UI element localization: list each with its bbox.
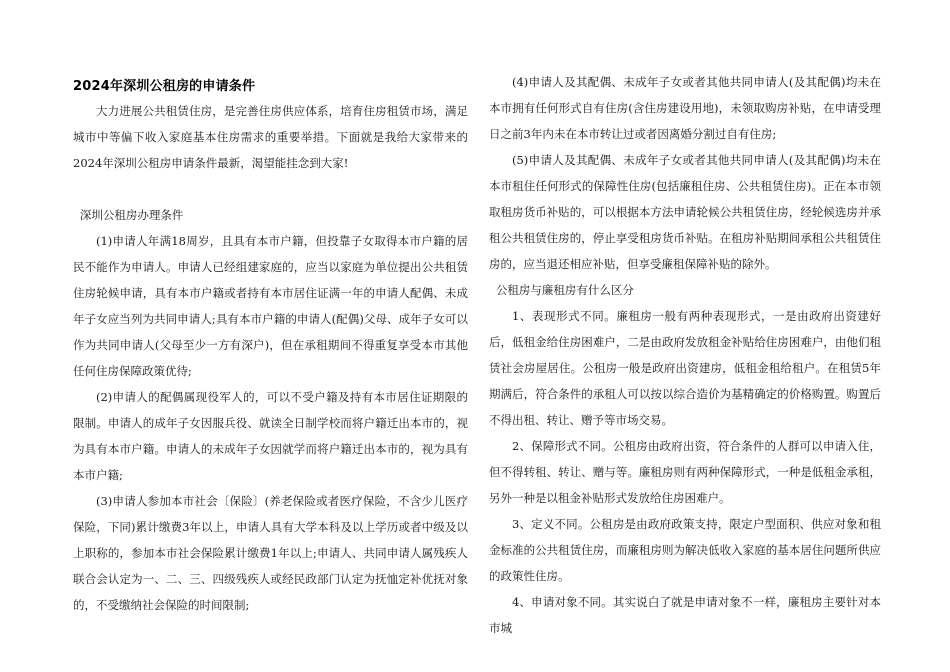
condition-5: (5)申请人及其配偶、未成年子女或者其他共同申请人(及其配偶)均未在本市租住任何形式的保障性住房(包括廉租住房、公共租赁住房)。正在本市领取租房货币补贴的，可以根据本方法申请轮候公共租赁住房，经轮候选房并承租公共租赁住房的，停止享受租房货币补贴。在租房补贴期间承租公共租赁住房的，应当退还相应补贴，但享受廉租保障补贴的除外。 [489, 153, 881, 271]
condition-2: (2)申请人的配偶属现役军人的，可以不受户籍及持有本市居住证期限的限制。申请人的成年子女因服兵役、就读全日制学校而将户籍迁出本市的，视为具有本市户籍。申请人的未成年子女因就学而将户籍迁出本市的，视为具有本市户籍; [73, 390, 468, 482]
difference-4: 4、申请对象不同。其实说白了就是申请对象不一样，廉租房主要针对本市城 [489, 595, 881, 635]
page-title: 2024年深圳公租房的申请条件 [73, 79, 256, 94]
intro-paragraph: 大力进展公共租赁住房，是完善住房供应体系，培育住房租赁市场，满足城市中等偏下收入家庭基本住房需求的重要举措。下面就是我给大家带来的2024年深圳公租房申请条件最新，渴望能挂念到大家! [73, 104, 468, 170]
condition-3: (3)申请人参加本市社会〔保险〕(养老保险或者医疗保险，不含少儿医疗保险，下同)累计缴费3年以上，申请人具有大学本科及以上学历或者中级及以上职称的，参加本市社会保险累计缴费1年以上;申请人、共同申请人属残疾人联合会认定为一、二、三、四级残疾人或经民政部门认定为抚恤定补优抚对象的，不受缴纳社会保险的时间限制; [73, 494, 468, 612]
section-heading-conditions: 深圳公租房办理条件 [79, 208, 184, 222]
difference-2: 2、保障形式不同。公租房由政府出资，符合条件的人群可以申请入住，但不得转租、转让、赠与等。廉租房则有两种保障形式，一种是低租金承租，另外一种是以租金补贴形式发放给住房困难户。 [489, 439, 881, 505]
condition-1: (1)申请人年满18周岁，且具有本市户籍，但投靠子女取得本市户籍的居民不能作为申请人。申请人已经组建家庭的，应当以家庭为单位提出公共租赁住房轮候申请，具有本市户籍或者持有本市居住证满一年的申请人配偶、未成年子女应当列为共同申请人;具有本市户籍的申请人(配偶)父母、成年子女可以作为共同申请人(父母至少一方有深户)，但在承租期间不得重复享受本市其他任何住房保障政策优待; [73, 234, 468, 378]
paragraph-gap [73, 176, 468, 202]
section-heading-differences: 公租房与廉租房有什么区分 [495, 283, 634, 297]
difference-1: 1、表现形式不同。廉租房一般有两种表现形式，一是由政府出资建好后，低租金给住房困难户，二是由政府发放租金补贴给住房困难户，由他们租赁社会房屋居住。公租房一般是政府出资建房，低租金租给租户。在租赁5年期满后，符合条件的承租人可以按以综合造价为基精确定的价格购置。购置后不得出租、转让、赠予等市场交易。 [489, 309, 881, 427]
condition-4: (4)申请人及其配偶、未成年子女或者其他共同申请人(及其配偶)均未在本市拥有任何形式自有住房(含住房建设用地)，未领取购房补贴，在申请受理日之前3年内未在本市转让过或者因离婚分割过自有住房; [489, 75, 881, 141]
difference-3: 3、定义不同。公租房是由政府政策支持，限定户型面积、供应对象和租金标准的公共租赁住房，而廉租房则为解决低收入家庭的基本居住问题所供应的政策性住房。 [489, 517, 881, 583]
